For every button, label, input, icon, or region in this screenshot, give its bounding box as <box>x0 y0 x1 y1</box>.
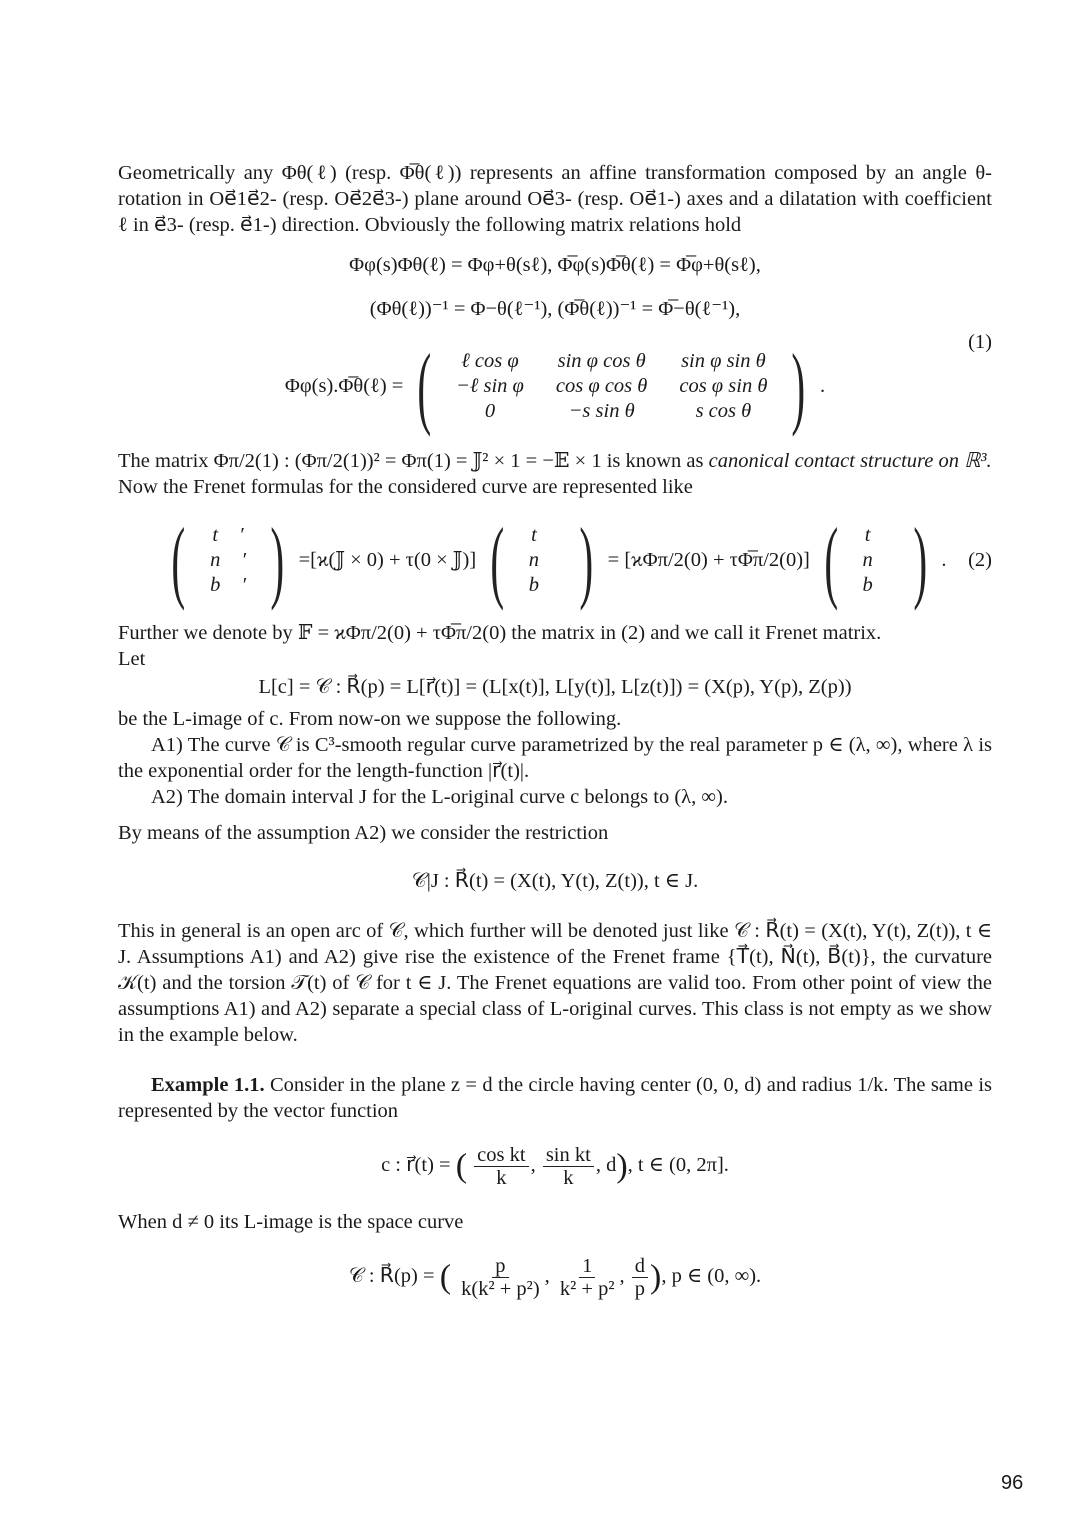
paragraph-limage: be the L-image of c. From now-on we suppose the following. <box>118 708 622 730</box>
page-body <box>118 160 992 1320</box>
vector-entry: t⃗ ′ <box>212 523 244 546</box>
vector-entry: t⃗ <box>864 523 887 546</box>
right-paren: ) <box>913 509 927 611</box>
eq2-vector-a <box>482 509 601 611</box>
eq2-line <box>118 509 992 611</box>
paragraph-restriction: By means of the assumption A2) we consider the restriction <box>118 822 609 844</box>
fraction-denominator: k <box>563 1167 574 1189</box>
page-number: 96 <box>1001 1472 1024 1494</box>
fraction-numerator: 1 <box>579 1255 595 1278</box>
paragraph-affine: Geometrically any Φθ(ℓ) (resp. Φ̅θ(ℓ)) represents an affine transformation composed by an angle θ-rotation in Oe⃗1e⃗2- (resp. Oe⃗2e⃗3-) plane around Oe⃗3- (resp. Oe⃗1-) axes and a dilatation with coefficient ℓ in e⃗3- (resp. e⃗1-) direction. Obviously the following matrix relations hold <box>118 162 992 236</box>
fraction-numerator: sin kt <box>543 1144 594 1167</box>
fraction <box>543 1144 594 1189</box>
fraction-numerator: p <box>492 1255 508 1278</box>
vector-entry: n⃗ <box>862 548 889 571</box>
eq1-lhs: Φφ(s).Φ̅θ(ℓ) = <box>284 375 404 397</box>
eq5-rest: , d <box>595 1154 617 1177</box>
eq1-tail: . <box>820 375 826 397</box>
left-paren: ( <box>171 509 186 611</box>
vector-entry: b⃗ <box>528 573 555 596</box>
equation-space-curve: 𝒞 : R⃗(p) = ( $\frac{p}{\text{k(k² + p²)}}$ , $\frac{1}{\text{k² + p²}}$ , $\frac{d}{p}$ ), p ∈ (0, ∞). <box>348 1255 762 1300</box>
example-label: Example 1.1. <box>151 1074 265 1096</box>
fraction-numerator: cos kt <box>474 1144 528 1167</box>
eq1-line1: Φφ(s)Φθ(ℓ) = Φφ+θ(sℓ), Φ̅φ(s)Φ̅θ(ℓ) = Φ̅φ+θ(sℓ), <box>349 254 761 276</box>
paragraph-let: Let <box>118 648 146 670</box>
eq2-mid2: = [ϰΦπ/2(0) + τΦ̅π/2(0)] <box>607 549 810 571</box>
eq5-range: , t ∈ (0, 2π]. <box>627 1154 729 1177</box>
equation-2 <box>118 509 992 611</box>
example-text: Consider in the plane z = d the circle having center (0, 0, d) and radius 1/k. The same is represented by the vector function <box>118 1074 992 1122</box>
matrix-cell: −s sin θ <box>568 399 635 422</box>
matrix-cell: −ℓ sin φ <box>456 374 524 397</box>
fraction <box>632 1255 648 1300</box>
right-paren: ) <box>791 335 806 437</box>
matrix-cell: 0 <box>484 399 496 422</box>
matrix-cell: sin φ sin θ <box>681 349 766 372</box>
left-paren: ( <box>824 509 839 611</box>
canonical-term: canonical contact structure on ℝ³. <box>708 450 992 472</box>
equation-circle: c : r⃗(t) = ( $\frac{\text{cos kt}}{k}$ , $\frac{\text{sin kt}}{k}$ , d), t ∈ (0, 2π]. <box>381 1144 729 1189</box>
vector-entry: b⃗ ′ <box>210 573 246 596</box>
equation-1 <box>118 252 992 437</box>
equation-number-2: (2) <box>968 549 992 571</box>
assumption-a1: A1) The curve 𝒞 is C³-smooth regular curve parametrized by the real parameter p ∈ (λ, ∞), where λ is the exponential order for the length-function |r⃗(t)|. <box>118 734 992 782</box>
paragraph-space-curve: When d ≠ 0 its L-image is the space curve <box>118 1211 464 1233</box>
eq2-tail: . <box>941 549 947 571</box>
vector-entry: n⃗ <box>528 548 555 571</box>
paragraph-open-arc: This in general is an open arc of 𝒞, which further will be denoted just like 𝒞 : R⃗(t) = (X(t), Y(t), Z(t)), t ∈ J. Assumptions A1) and A2) give rise the existence of the Frenet frame {T⃗(t), N⃗(t), B⃗(t)}, the curvature 𝒦(t) and the torsion 𝒯(t) of 𝒞 for t ∈ J. The Frenet equations are valid too. From other point of view the assumptions A1) and A2) separate a special class of L-original curves. This class is not empty as we show in the example below. <box>118 920 992 1046</box>
right-paren: ) <box>650 1258 662 1296</box>
eq2-mid1: =[ϰ(𝕁 × 0) + τ(0 × 𝕁)] <box>298 549 477 571</box>
canonical-text: The matrix Φπ/2(1) : (Φπ/2(1))² = Φπ(1) = 𝕁² × 1 = −𝔼 × 1 is known as <box>118 450 704 472</box>
paragraph-frenet-matrix: Further we denote by 𝔽 = ϰΦπ/2(0) + τΦ̅π/2(0) the matrix in (2) and we call it Frenet matrix. <box>118 622 882 644</box>
matrix-cell: cos φ cos θ <box>555 374 648 397</box>
left-paren: ( <box>455 1147 468 1185</box>
right-paren: ) <box>270 509 285 611</box>
eq1-line2: (Φθ(ℓ))⁻¹ = Φ−θ(ℓ⁻¹), (Φ̅θ(ℓ))⁻¹ = Φ̅−θ(ℓ⁻¹), <box>369 298 741 320</box>
matrix-cell: sin φ cos θ <box>557 349 646 372</box>
fraction <box>474 1144 528 1189</box>
eq2-vector-b <box>816 509 935 611</box>
fraction-denominator: k² + p² <box>559 1278 615 1300</box>
fraction <box>458 1255 543 1300</box>
eq1-matrix-line <box>118 335 992 437</box>
vector-entry: b⃗ <box>862 573 889 596</box>
paragraph-frenet-intro: Now the Frenet formulas for the considered curve are represented like <box>118 476 693 498</box>
left-paren: ( <box>417 335 432 437</box>
left-paren: ( <box>490 509 505 611</box>
fraction-denominator: k(k² + p²) <box>461 1278 540 1300</box>
eq2-lhs-vector <box>163 509 292 611</box>
eq5-lhs: c : r⃗(t) = <box>381 1154 451 1177</box>
fraction-numerator: d <box>632 1255 648 1278</box>
equation-limage: L[c] = 𝒞 : R⃗(p) = L[r⃗(t)] = (L[x(t)], L[y(t)], L[z(t)]) = (X(p), Y(p), Z(p)) <box>258 676 852 698</box>
eq1-matrix <box>409 335 814 437</box>
vector-entry: n⃗ ′ <box>210 548 246 571</box>
vector-entry: t⃗ <box>531 523 553 546</box>
right-paren: ) <box>616 1147 628 1185</box>
matrix-cell: ℓ cos φ <box>461 349 519 372</box>
fraction-denominator: k <box>496 1167 507 1189</box>
eq6-range: , p ∈ (0, ∞). <box>661 1265 762 1288</box>
matrix-cell: s cos θ <box>695 399 752 422</box>
matrix-cell: cos φ sin θ <box>679 374 768 397</box>
equation-restriction: 𝒞|J : R⃗(t) = (X(t), Y(t), Z(t)), t ∈ J. <box>411 870 699 892</box>
left-paren: ( <box>439 1258 452 1296</box>
right-paren: ) <box>579 509 594 611</box>
equation-number-1: (1) <box>968 331 992 353</box>
eq6-lhs: 𝒞 : R⃗(p) = <box>348 1265 435 1288</box>
example-paragraph <box>118 1072 992 1124</box>
paragraph-canonical <box>118 448 992 474</box>
assumption-a2: A2) The domain interval J for the L-original curve c belongs to (λ, ∞). <box>151 786 728 808</box>
fraction-denominator: p <box>634 1278 646 1300</box>
fraction <box>557 1255 618 1300</box>
